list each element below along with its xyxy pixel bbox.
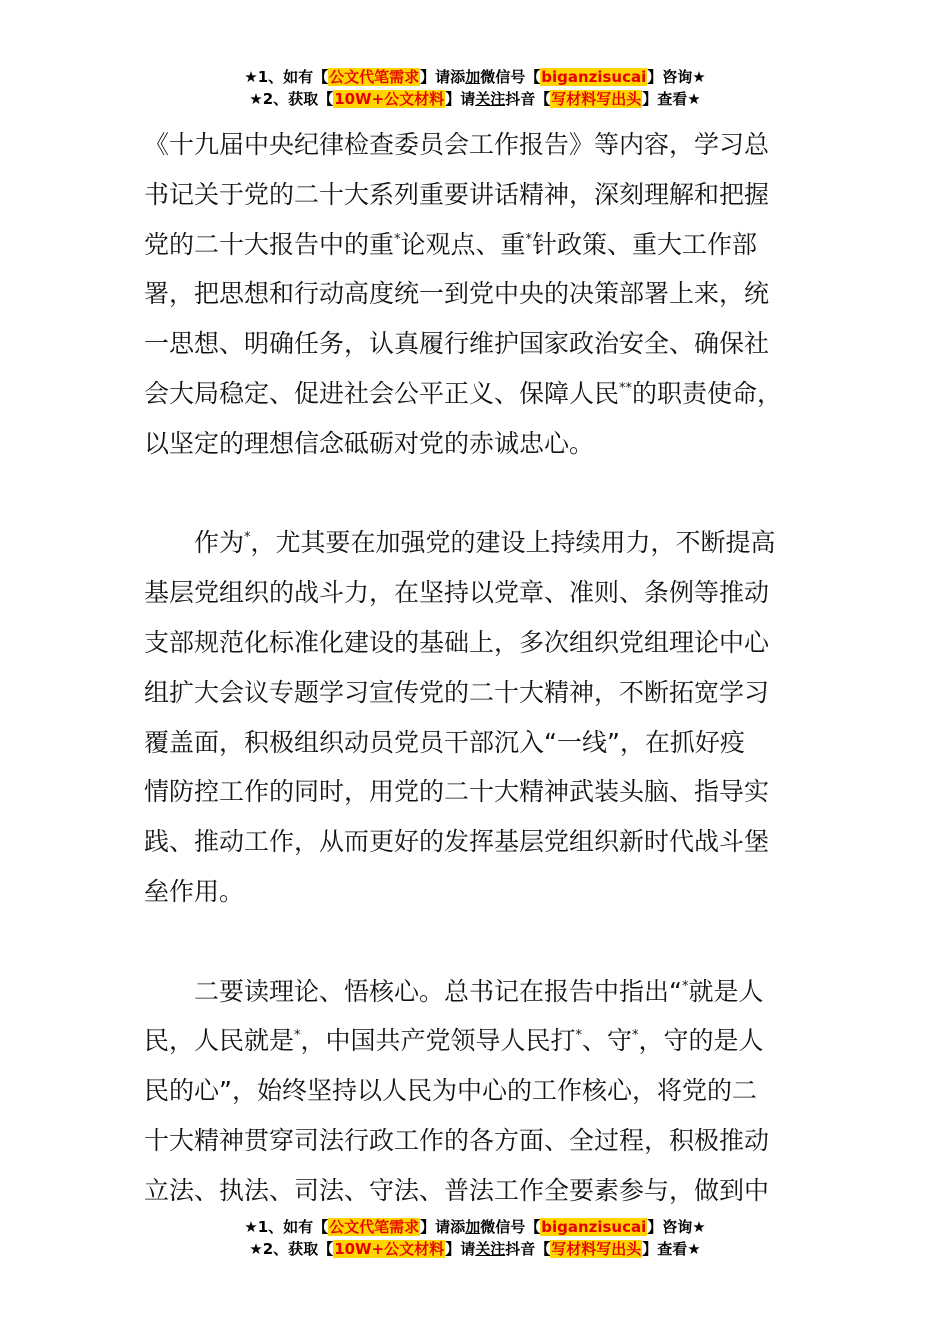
- paragraph-gap: [144, 469, 830, 519]
- banner-line-1: ★1、如有【公文代笔需求】请添加微信号【biganzisucai】咨询★: [244, 1218, 706, 1236]
- banner-line-1: ★1、如有【公文代笔需求】请添加微信号【biganzisucai】咨询★: [244, 68, 706, 86]
- highlight-wechat-id: biganzisucai: [541, 68, 647, 86]
- highlight-ghostwriting: 公文代笔需求: [329, 68, 420, 86]
- highlight-douyin: 写材料写出头: [551, 1240, 642, 1258]
- highlight-materials: 10W+公文材料: [334, 90, 445, 108]
- paragraph-2: 作为*，尤其要在加强党的建设上持续用力，不断提高 基层党组织的战斗力，在坚持以党章、准则、条例等推动 支部规范化标准化建设的基础上，多次组织党组理论中心 组扩大会议专题学习宣传党的二十大精神，不断拓宽学习 覆盖面，积极组织动员党员干部沉入“一线”，在抓好疫 情防控工作的同时，用党的二十大精神武装头脑、指导实 践、推动工作，从而更好的发挥基层党组织新时代战斗堡 垒作用。: [144, 528, 776, 906]
- highlight-douyin: 写材料写出头: [551, 90, 642, 108]
- header-banner: [0, 66, 950, 110]
- document-body: [144, 120, 830, 1216]
- highlight-wechat-id: biganzisucai: [541, 1218, 647, 1236]
- banner-line-2: ★2、获取【10W+公文材料】请关注抖音【写材料写出头】查看★: [249, 1240, 701, 1258]
- banner-line-2: ★2、获取【10W+公文材料】请关注抖音【写材料写出头】查看★: [249, 90, 701, 108]
- paragraph-gap: [144, 917, 830, 967]
- highlight-ghostwriting: 公文代笔需求: [329, 1218, 420, 1236]
- paragraph-3: 二要读理论、悟核心。总书记在报告中指出“*就是人 民，人民就是*，中国共产党领导人民打*、守*，守的是人 民的心”，始终坚持以人民为中心的工作核心，将党的二 十大精神贯穿司法行政工作的各方面、全过程，积极推动 立法、执法、司法、守法、普法工作全要素参与，做到中: [144, 976, 770, 1205]
- footer-banner: [0, 1216, 950, 1260]
- highlight-materials: 10W+公文材料: [334, 1240, 445, 1258]
- paragraph-1: 《十九届中央纪律检查委员会工作报告》等内容，学习总 书记关于党的二十大系列重要讲话精神，深刻理解和把握 党的二十大报告中的重*论观点、重*针政策、重大工作部 署，把思想和行动高度统一到党中央的决策部署上来，统 一思想、明确任务，认真履行维护国家政治安全、确保社 会大局稳定、促进社会公平正义、保障人民**的职责使命， 以坚定的理想信念砥砺对党的赤诚忠心。: [144, 130, 783, 458]
